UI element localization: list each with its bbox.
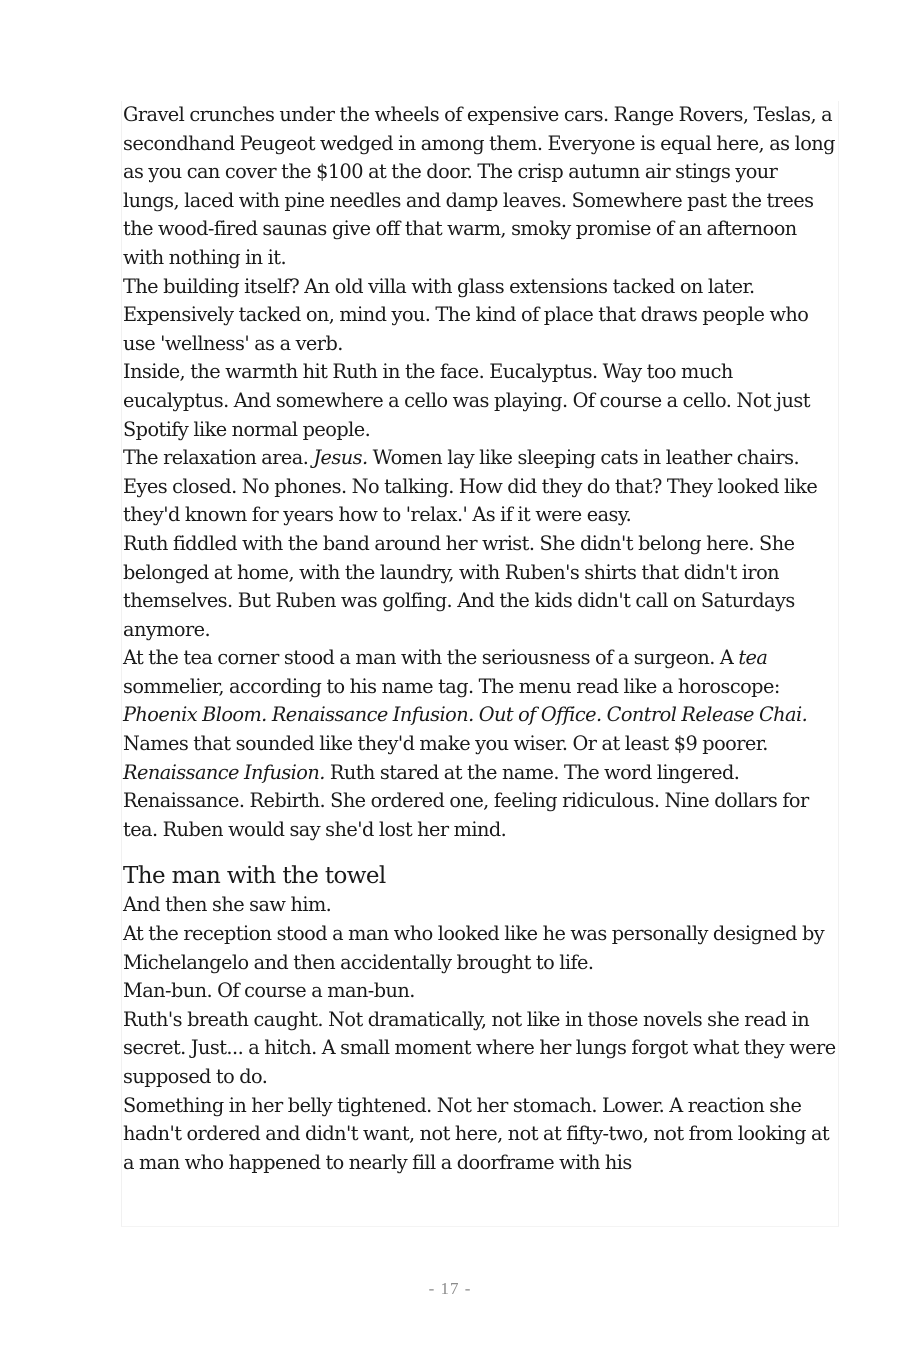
italic-text: tea [738, 646, 768, 670]
paragraph [123, 759, 838, 845]
text-run: And then she saw him. [123, 893, 332, 917]
section-body [123, 891, 838, 1177]
text-run: Inside, the warmth hit Ruth in the face. Eucalyptus. Way too much eucalyptus. And somewhere a cello was playing. Of course a cello. Not just Spotify like normal people. [123, 360, 810, 441]
paragraph [123, 444, 838, 530]
page-number: - 17 - [428, 1279, 472, 1298]
text-run: sommelier, according to his name tag. The menu read like a horoscope: [123, 674, 780, 698]
text-run: Names that sounded like they'd make you wiser. Or at least $9 poorer. [123, 732, 768, 756]
section-heading: The man with the towel [123, 863, 386, 890]
text-run: Ruth fiddled with the band around her wrist. She didn't belong here. She belonged at home, with the laundry, with Ruben's shirts that didn't iron themselves. But Ruben was golfing. And the kids didn't call on Saturdays anymore. [123, 531, 795, 641]
paragraph [123, 358, 838, 444]
paragraph [123, 1006, 838, 1092]
text-run: The building itself? An old villa with glass extensions tacked on later. Expensively tacked on, mind you. The kind of place that draws people who use 'wellness' as a verb. [123, 274, 809, 355]
section-body [123, 101, 838, 844]
text-run: At the reception stood a man who looked like he was personally designed by Michelangelo and then accidentally brought to life. [123, 922, 825, 974]
text-run: Ruth's breath caught. Not dramatically, not like in those novels she read in secret. Just... a hitch. A small moment where her lungs forgot what they were supposed to do. [123, 1007, 836, 1088]
italic-text: Jesus. [313, 446, 368, 470]
text-run: Gravel crunches under the wheels of expensive cars. Range Rovers, Teslas, a secondhand Peugeot wedged in among them. Everyone is equal here, as long as you can cover the $100 at the door. The crisp autumn air stings your lungs, laced with pine needles and damp leaves. Somewhere past the trees the wood-fired saunas give off that warm, smoky promise of an afternoon with nothing in it. [123, 103, 835, 269]
paragraph [123, 644, 838, 758]
text-run: Ruth stared at the name. The word lingered. Renaissance. Rebirth. She ordered one, feeling ridiculous. Nine dollars for tea. Ruben would say she'd lost her mind. [123, 760, 809, 841]
text-run: The relaxation area. [123, 446, 314, 470]
paragraph [123, 101, 838, 273]
paragraph [123, 273, 838, 359]
text-run: At the tea corner stood a man with the seriousness of a surgeon. A [123, 646, 739, 670]
paragraph [123, 1092, 838, 1178]
paragraph [123, 977, 838, 1006]
italic-text: Renaissance Infusion. [123, 760, 325, 784]
paragraph [123, 530, 838, 644]
paragraph [123, 920, 838, 977]
italic-text: Phoenix Bloom. Renaissance Infusion. Out of Office. Control Release Chai. [123, 703, 808, 727]
text-run: Women lay like sleeping cats in leather chairs. Eyes closed. No phones. No talking. How did they do that? They looked like they'd known for years how to 'relax.' As if it were easy. [123, 446, 818, 527]
text-run: Man-bun. Of course a man-bun. [123, 979, 415, 1003]
text-block [121, 101, 839, 1227]
text-run: Something in her belly tightened. Not her stomach. Lower. A reaction she hadn't ordered and didn't want, not here, not at fifty-two, not from looking at a man who happened to nearly fill a doorframe with his [123, 1093, 830, 1174]
paragraph [123, 891, 838, 920]
